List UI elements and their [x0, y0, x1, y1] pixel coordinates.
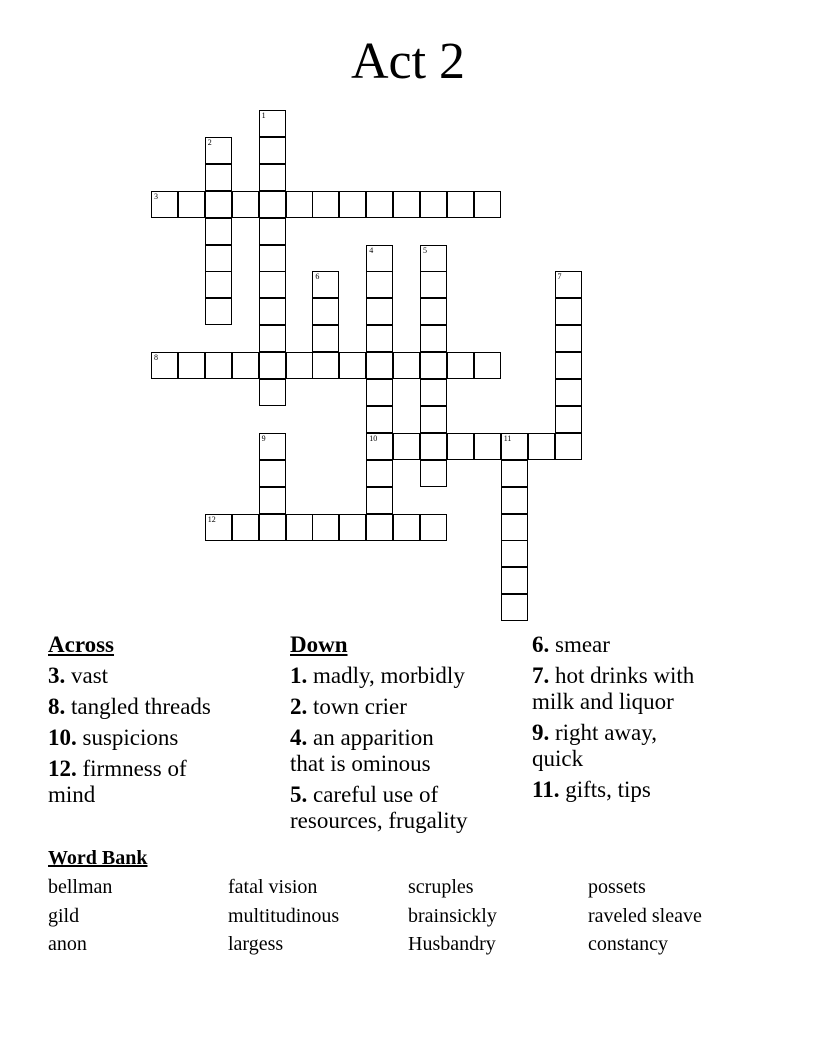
grid-cell[interactable]: [420, 325, 447, 352]
grid-cell[interactable]: [205, 271, 232, 298]
grid-cell[interactable]: [259, 298, 286, 325]
word-bank-item: possets: [588, 876, 646, 898]
grid-cell[interactable]: [205, 191, 232, 218]
grid-cell[interactable]: [420, 406, 447, 433]
cell-number: 2: [207, 137, 212, 147]
clue-number: 3.: [48, 663, 66, 688]
grid-cell[interactable]: [259, 271, 286, 298]
grid-cell[interactable]: [501, 460, 528, 487]
clue-across-8: [48, 694, 283, 720]
grid-cell[interactable]: [555, 406, 582, 433]
clue-text: madly, morbidly: [313, 663, 465, 688]
grid-cell[interactable]: [366, 406, 393, 433]
grid-cell[interactable]: [312, 191, 339, 218]
grid-cell[interactable]: [447, 191, 474, 218]
grid-cell[interactable]: [312, 325, 339, 352]
clue-down-4: [290, 725, 470, 777]
grid-cell[interactable]: [286, 352, 313, 379]
clue-down-7: [532, 663, 732, 715]
clue-number: 6.: [532, 632, 550, 657]
grid-cell[interactable]: [205, 298, 232, 325]
grid-cell[interactable]: [474, 352, 501, 379]
grid-cell[interactable]: [259, 191, 286, 218]
clue-number: 11.: [532, 777, 560, 802]
word-bank-heading: Word Bank: [48, 847, 148, 869]
grid-cell[interactable]: [205, 137, 232, 164]
clue-number: 8.: [48, 694, 66, 719]
grid-cell[interactable]: [259, 164, 286, 191]
grid-cell[interactable]: [178, 191, 205, 218]
grid-cell[interactable]: [232, 352, 259, 379]
grid-cell[interactable]: [366, 379, 393, 406]
grid-cell[interactable]: [420, 514, 447, 541]
grid-cell[interactable]: [555, 352, 582, 379]
word-bank-item: gild: [48, 904, 80, 927]
clue-number: 5.: [290, 782, 308, 807]
grid-cell[interactable]: [555, 325, 582, 352]
grid-cell[interactable]: [259, 514, 286, 541]
cell-number: 1: [261, 111, 266, 120]
grid-cell[interactable]: [259, 110, 286, 137]
cell-number: 12: [207, 514, 216, 524]
page-title: Act 2: [350, 33, 466, 90]
across-clues: [48, 632, 283, 813]
grid-cell[interactable]: [205, 164, 232, 191]
grid-cell[interactable]: [259, 460, 286, 487]
grid-cell[interactable]: [420, 245, 447, 272]
word-bank-item: bellman: [48, 876, 113, 898]
cell-number: 9: [261, 433, 266, 443]
grid-cell[interactable]: [420, 460, 447, 487]
grid-cell[interactable]: [286, 514, 313, 541]
grid-cell[interactable]: [420, 379, 447, 406]
grid-cell[interactable]: [447, 433, 474, 460]
grid-cell[interactable]: [555, 271, 582, 298]
grid-cell[interactable]: [555, 433, 582, 460]
grid-cell[interactable]: [501, 433, 528, 460]
grid-cell[interactable]: [259, 352, 286, 379]
word-bank-item: raveled sleave: [588, 904, 702, 927]
grid-cell[interactable]: [366, 191, 393, 218]
grid-cell[interactable]: [393, 514, 420, 541]
clue-down-6: [532, 632, 767, 658]
word-bank: [48, 875, 768, 961]
grid-cell[interactable]: [232, 514, 259, 541]
cell-number: 3: [154, 191, 158, 201]
grid-cell[interactable]: [474, 433, 501, 460]
grid-cell[interactable]: [528, 433, 555, 460]
clue-text: right away, quick: [532, 720, 657, 771]
clue-text: town crier: [313, 694, 407, 719]
clue-text: tangled threads: [71, 694, 211, 719]
grid-cell[interactable]: [366, 245, 393, 272]
grid-cell[interactable]: [501, 487, 528, 514]
clue-across-3: [48, 663, 283, 689]
cell-number: 7: [557, 272, 562, 282]
clue-number: 7.: [532, 663, 550, 688]
clue-text: firmness of mind: [48, 756, 187, 807]
grid-cell[interactable]: [232, 191, 259, 218]
word-bank-item: multitudinous: [228, 904, 340, 927]
grid-cell[interactable]: [366, 271, 393, 298]
grid-cell[interactable]: [339, 514, 366, 541]
clue-number: 4.: [290, 725, 308, 750]
cell-number: 10: [369, 433, 378, 443]
clue-across-12: [48, 756, 218, 808]
grid-cell[interactable]: [420, 191, 447, 218]
clue-number: 12.: [48, 756, 77, 781]
grid-cell[interactable]: [259, 245, 286, 272]
grid-cell[interactable]: [312, 298, 339, 325]
clue-number: 9.: [532, 720, 550, 745]
word-bank-item: anon: [48, 933, 87, 955]
across-heading: Across: [48, 632, 115, 657]
grid-cell[interactable]: [259, 218, 286, 245]
grid-cell[interactable]: [366, 514, 393, 541]
grid-cell[interactable]: [205, 352, 232, 379]
clue-across-10: [48, 725, 283, 751]
grid-cell[interactable]: [366, 433, 393, 460]
grid-cell[interactable]: [366, 352, 393, 379]
cell-number: 8: [154, 353, 158, 363]
grid-cell[interactable]: [205, 514, 232, 541]
grid-cell[interactable]: [420, 271, 447, 298]
cell-number: 5: [423, 245, 427, 255]
word-bank-item: largess: [228, 933, 284, 955]
clue-text: suspicions: [82, 725, 179, 750]
clue-number: 1.: [290, 663, 308, 688]
grid-cell[interactable]: [393, 191, 420, 218]
clue-text: hot drinks with milk and liquor: [532, 663, 695, 714]
down-clues: [290, 632, 525, 839]
grid-cell[interactable]: [312, 352, 339, 379]
grid-cell[interactable]: [366, 487, 393, 514]
grid-cell[interactable]: [501, 514, 528, 541]
grid-cell[interactable]: [339, 191, 366, 218]
grid-cell[interactable]: [420, 298, 447, 325]
grid-cell[interactable]: [501, 567, 528, 594]
grid-cell[interactable]: [501, 540, 528, 567]
grid-cell[interactable]: [259, 379, 286, 406]
word-bank-item: constancy: [588, 933, 668, 955]
grid-cell[interactable]: [312, 271, 339, 298]
clue-number: 10.: [48, 725, 77, 750]
cell-number: 6: [315, 272, 320, 282]
word-bank-item: brainsickly: [408, 904, 497, 927]
clue-text: smear: [555, 632, 610, 657]
grid-cell[interactable]: [286, 191, 313, 218]
grid-cell[interactable]: [555, 298, 582, 325]
cell-number: 4: [369, 245, 374, 255]
clue-down-5: [290, 782, 502, 834]
grid-cell[interactable]: [205, 218, 232, 245]
grid-cell[interactable]: [420, 433, 447, 460]
grid-cell[interactable]: [339, 352, 366, 379]
grid-cell[interactable]: [151, 352, 178, 379]
clue-down-1: [290, 663, 525, 689]
grid-cell[interactable]: [178, 352, 205, 379]
grid-cell[interactable]: [555, 379, 582, 406]
grid-cell[interactable]: [259, 433, 286, 460]
grid-cell[interactable]: [474, 191, 501, 218]
word-bank-item: scruples: [408, 876, 474, 898]
grid-cell[interactable]: [366, 325, 393, 352]
grid-cell[interactable]: [393, 433, 420, 460]
clue-text: an apparition that is ominous: [290, 725, 434, 776]
clue-down-9: [532, 720, 692, 772]
word-bank-item: fatal vision: [228, 876, 318, 898]
grid-cell[interactable]: [259, 487, 286, 514]
grid-cell[interactable]: [259, 325, 286, 352]
clue-text: careful use of resources, frugality: [290, 782, 468, 833]
grid-cell[interactable]: [393, 352, 420, 379]
grid-cell[interactable]: [366, 460, 393, 487]
down-heading: Down: [290, 632, 348, 657]
clue-text: vast: [71, 663, 109, 688]
grid-cell[interactable]: [447, 352, 474, 379]
grid-cell[interactable]: [366, 298, 393, 325]
grid-cell[interactable]: [259, 137, 286, 164]
cell-number: 11: [503, 433, 512, 443]
clue-down-2: [290, 694, 525, 720]
grid-cell[interactable]: [205, 245, 232, 272]
down-clues-continued: [532, 632, 767, 808]
grid-cell[interactable]: [420, 352, 447, 379]
grid-cell[interactable]: [501, 594, 528, 621]
grid-cell[interactable]: [312, 514, 339, 541]
clue-text: gifts, tips: [565, 777, 651, 802]
clue-number: 2.: [290, 694, 308, 719]
grid-cell[interactable]: [151, 191, 178, 218]
clue-down-11: [532, 777, 767, 803]
word-bank-item: Husbandry: [408, 933, 496, 955]
